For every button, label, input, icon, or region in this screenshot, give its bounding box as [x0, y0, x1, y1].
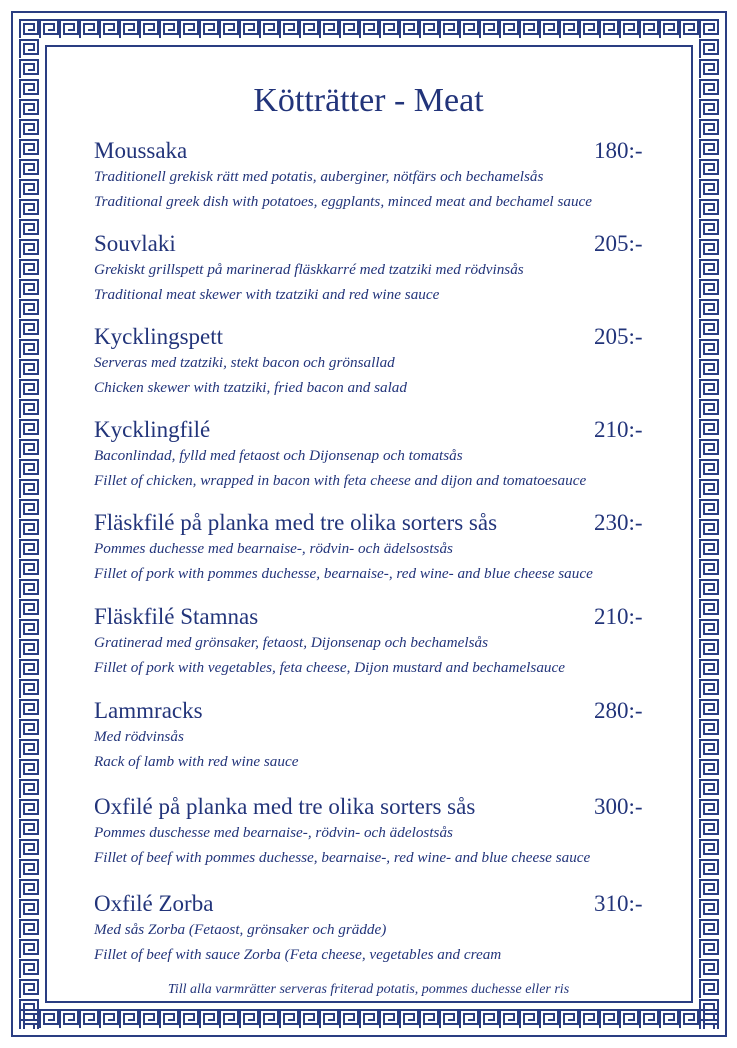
dish-price: 230:-	[594, 510, 643, 535]
page-title: Kötträtter - Meat	[253, 82, 484, 119]
greek-key-border-icon	[699, 19, 719, 1029]
dish-name: Lammracks	[94, 698, 203, 723]
greek-key-border-icon	[19, 19, 719, 39]
greek-key-border-icon	[19, 1009, 719, 1029]
dish-description-sv: Med sås Zorba (Fetaost, grönsaker och grädde)	[94, 921, 387, 938]
menu-item-moussaka	[94, 138, 654, 214]
dish-name: Oxfilé Zorba	[94, 891, 214, 916]
menu-item-flaskfile-planka	[94, 510, 654, 586]
menu-item-kycklingfile	[94, 417, 654, 493]
dish-price: 310:-	[594, 891, 643, 916]
greek-key-border-icon	[19, 19, 39, 1029]
dish-name: Souvlaki	[94, 231, 176, 256]
dish-description-sv: Pommes duchesse med bearnaise-, rödvin- och ädelsostsås	[94, 540, 453, 557]
dish-description-en: Fillet of pork with vegetables, feta cheese, Dijon mustard and bechamelsauce	[94, 659, 565, 676]
dish-description-sv: Traditionell grekisk rätt med potatis, auberginer, nötfärs och bechamelsås	[94, 168, 544, 185]
dish-price: 180:-	[594, 138, 643, 163]
dish-price: 210:-	[594, 417, 643, 442]
menu-item-oxfile-planka	[94, 794, 654, 870]
dish-description-en: Chicken skewer with tzatziki, fried bacon and salad	[94, 379, 407, 396]
dish-description-sv: Baconlindad, fylld med fetaost och Dijonsenap och tomatsås	[94, 447, 463, 464]
dish-description-sv: Med rödvinsås	[94, 728, 184, 745]
dish-description-en: Fillet of beef with pommes duchesse, bearnaise-, red wine- and blue cheese sauce	[94, 849, 591, 866]
dish-name: Oxfilé på planka med tre olika sorters sås	[94, 794, 476, 819]
dish-description-en: Fillet of beef with sauce Zorba (Feta cheese, vegetables and cream	[94, 946, 502, 963]
dish-description-sv: Pommes duschesse med bearnaise-, rödvin- och ädelostsås	[94, 824, 453, 841]
dish-name: Kycklingspett	[94, 324, 224, 349]
dish-price: 280:-	[594, 698, 643, 723]
dish-description-sv: Serveras med tzatziki, stekt bacon och grönsallad	[94, 354, 395, 371]
dish-name: Fläskfilé Stamnas	[94, 604, 259, 629]
dish-description-en: Fillet of pork with pommes duchesse, bearnaise-, red wine- and blue cheese sauce	[94, 565, 593, 582]
menu-item-flaskfile-stamnas	[94, 604, 654, 680]
menu-item-lammracks	[94, 698, 654, 774]
dish-name: Kycklingfilé	[94, 417, 211, 442]
dish-price: 205:-	[594, 324, 643, 349]
dish-price: 210:-	[594, 604, 643, 629]
menu-item-kycklingspett	[94, 324, 654, 400]
dish-price: 300:-	[594, 794, 643, 819]
dish-description-en: Traditional meat skewer with tzatziki and red wine sauce	[94, 286, 440, 303]
dish-description-en: Rack of lamb with red wine sauce	[94, 753, 299, 770]
dish-description-en: Traditional greek dish with potatoes, eggplants, minced meat and bechamel sauce	[94, 193, 593, 210]
footer-note: Till alla varmrätter serveras friterad potatis, pommes duchesse eller ris	[167, 982, 570, 997]
menu-item-souvlaki	[94, 231, 654, 307]
dish-price: 205:-	[594, 231, 643, 256]
dish-description-sv: Gratinerad med grönsaker, fetaost, Dijonsenap och bechamelsås	[94, 634, 488, 651]
dish-description-en: Fillet of chicken, wrapped in bacon with feta cheese and dijon and tomatoesauce	[94, 472, 587, 489]
dish-name: Fläskfilé på planka med tre olika sorters sås	[94, 510, 498, 535]
dish-name: Moussaka	[94, 138, 188, 163]
menu-item-oxfile-zorba	[94, 891, 654, 967]
dish-description-sv: Grekiskt grillspett på marinerad fläskkarré med tzatziki med rödvinsås	[94, 261, 524, 278]
